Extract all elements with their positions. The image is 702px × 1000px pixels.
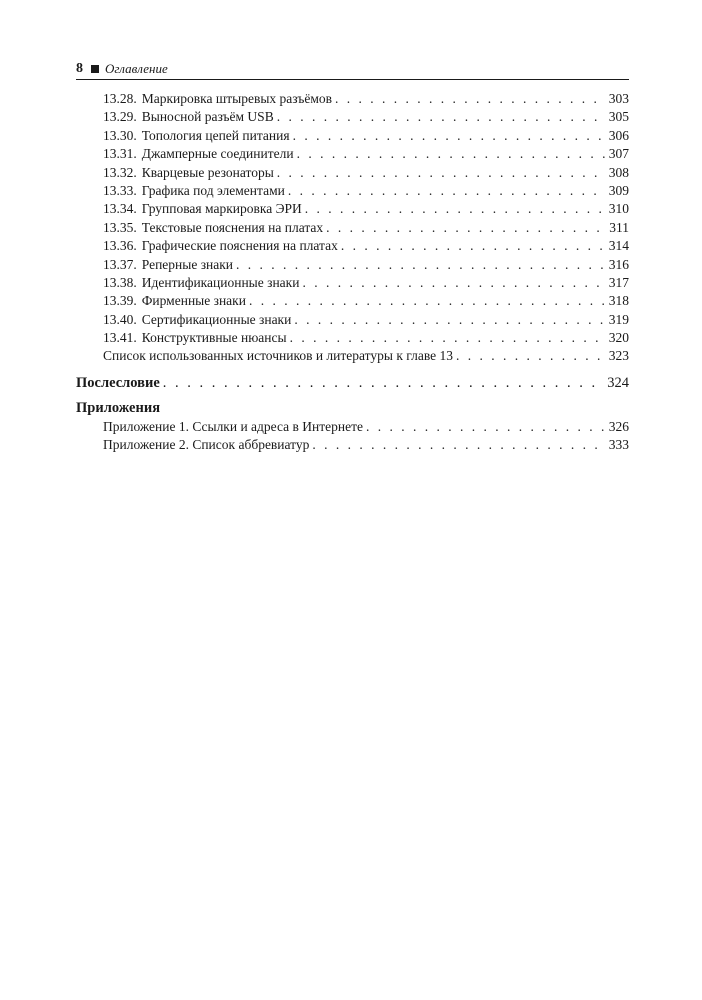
entry-title: Послесловие [76, 374, 160, 391]
dot-leader [335, 90, 606, 108]
toc-entry[interactable] [76, 274, 629, 292]
square-bullet-icon [91, 65, 99, 73]
entry-page: 314 [608, 238, 629, 254]
dot-leader [326, 219, 606, 237]
entry-number: 13.31. [103, 146, 137, 162]
table-of-contents [76, 90, 629, 454]
entry-page: 323 [608, 348, 629, 364]
toc-entry[interactable] [76, 237, 629, 255]
entry-title: Конструктивные нюансы [141, 330, 287, 346]
entry-page: 316 [608, 256, 629, 272]
entry-page: 305 [608, 109, 629, 125]
entry-number: 13.29. [103, 109, 137, 125]
dot-leader [290, 329, 606, 347]
entry-title: Групповая маркировка ЭРИ [141, 201, 302, 217]
entry-page: 333 [608, 437, 629, 453]
toc-entry[interactable] [76, 108, 629, 126]
toc-entry[interactable] [76, 219, 629, 237]
entry-title: Приложение 2. Список аббревиатур [103, 437, 310, 453]
entry-number: 13.36. [103, 238, 137, 254]
entry-page: 309 [608, 182, 629, 198]
entry-number: 13.35. [103, 219, 137, 235]
entry-title: Графика под элементами [141, 182, 285, 198]
dot-leader [305, 200, 606, 218]
entry-title: Маркировка штыревых разъёмов [141, 91, 333, 106]
entry-page: 308 [608, 164, 629, 180]
toc-entry[interactable] [76, 329, 629, 347]
entry-page: 311 [609, 219, 629, 235]
toc-entry[interactable] [76, 164, 629, 182]
toc-entry-appendix[interactable] [76, 436, 629, 454]
toc-entry-references[interactable] [76, 347, 629, 365]
entry-number: 13.40. [103, 311, 137, 327]
entry-page: 317 [608, 274, 629, 290]
dot-leader [293, 127, 606, 145]
entry-number: 13.30. [103, 127, 137, 143]
entry-title: Выносной разъём USB [141, 109, 274, 125]
dot-leader [277, 164, 606, 182]
toc-entry[interactable] [76, 200, 629, 218]
toc-entry[interactable] [76, 182, 629, 200]
dot-leader [294, 311, 605, 329]
dot-leader [277, 108, 606, 126]
entry-title: Топология цепей питания [141, 127, 290, 143]
entry-title: Идентификационные знаки [141, 274, 300, 290]
dot-leader [297, 145, 606, 163]
entry-number: 13.28. [103, 91, 137, 106]
entry-number: 13.33. [103, 182, 137, 198]
toc-entry-afterword[interactable] [76, 374, 629, 392]
entry-number: 13.39. [103, 293, 137, 309]
entry-title: Текстовые пояснения на платах [141, 219, 324, 235]
dot-leader [163, 374, 604, 392]
entry-title: Реперные знаки [141, 256, 234, 272]
dot-leader [366, 418, 606, 436]
header-rule [76, 79, 629, 80]
entry-number: 13.32. [103, 164, 137, 180]
toc-entry[interactable] [76, 311, 629, 329]
entry-title: Список использованных источников и литературы к главе 13 [103, 348, 454, 364]
dot-leader [236, 256, 606, 274]
running-title: Оглавление [105, 61, 168, 76]
entry-number: 13.34. [103, 201, 137, 217]
toc-entry[interactable] [76, 90, 629, 108]
entry-title: Графические пояснения на платах [141, 238, 338, 254]
toc-entry[interactable] [76, 127, 629, 145]
entry-title: Сертификационные знаки [141, 311, 292, 327]
toc-entry[interactable] [76, 145, 629, 163]
entry-page: 319 [608, 311, 629, 327]
entry-page: 310 [608, 201, 629, 217]
entry-page: 318 [608, 293, 629, 309]
toc-entry[interactable] [76, 256, 629, 274]
entry-page: 324 [607, 374, 629, 391]
appendices-heading: Приложения [76, 400, 161, 417]
dot-leader [341, 237, 606, 255]
dot-leader [302, 274, 605, 292]
dot-leader [288, 182, 606, 200]
dot-leader [312, 436, 605, 454]
entry-page: 307 [608, 146, 629, 162]
entry-page: 306 [608, 127, 629, 143]
entry-title: Джамперные соединители [141, 146, 294, 162]
entry-page: 320 [608, 330, 629, 346]
toc-entry[interactable] [76, 292, 629, 310]
entry-number: 13.41. [103, 330, 137, 346]
running-header [76, 59, 629, 79]
entry-number: 13.37. [103, 256, 137, 272]
entry-page: 303 [608, 91, 629, 106]
dot-leader [249, 292, 606, 310]
page-number: 8 [76, 61, 83, 76]
dot-leader [456, 347, 606, 365]
entry-page: 326 [608, 418, 629, 434]
entry-number: 13.38. [103, 274, 137, 290]
toc-entry-appendix[interactable] [76, 418, 629, 436]
entry-title: Кварцевые резонаторы [141, 164, 274, 180]
entry-title: Приложение 1. Ссылки и адреса в Интернете [103, 418, 363, 434]
entry-title: Фирменные знаки [141, 293, 246, 309]
